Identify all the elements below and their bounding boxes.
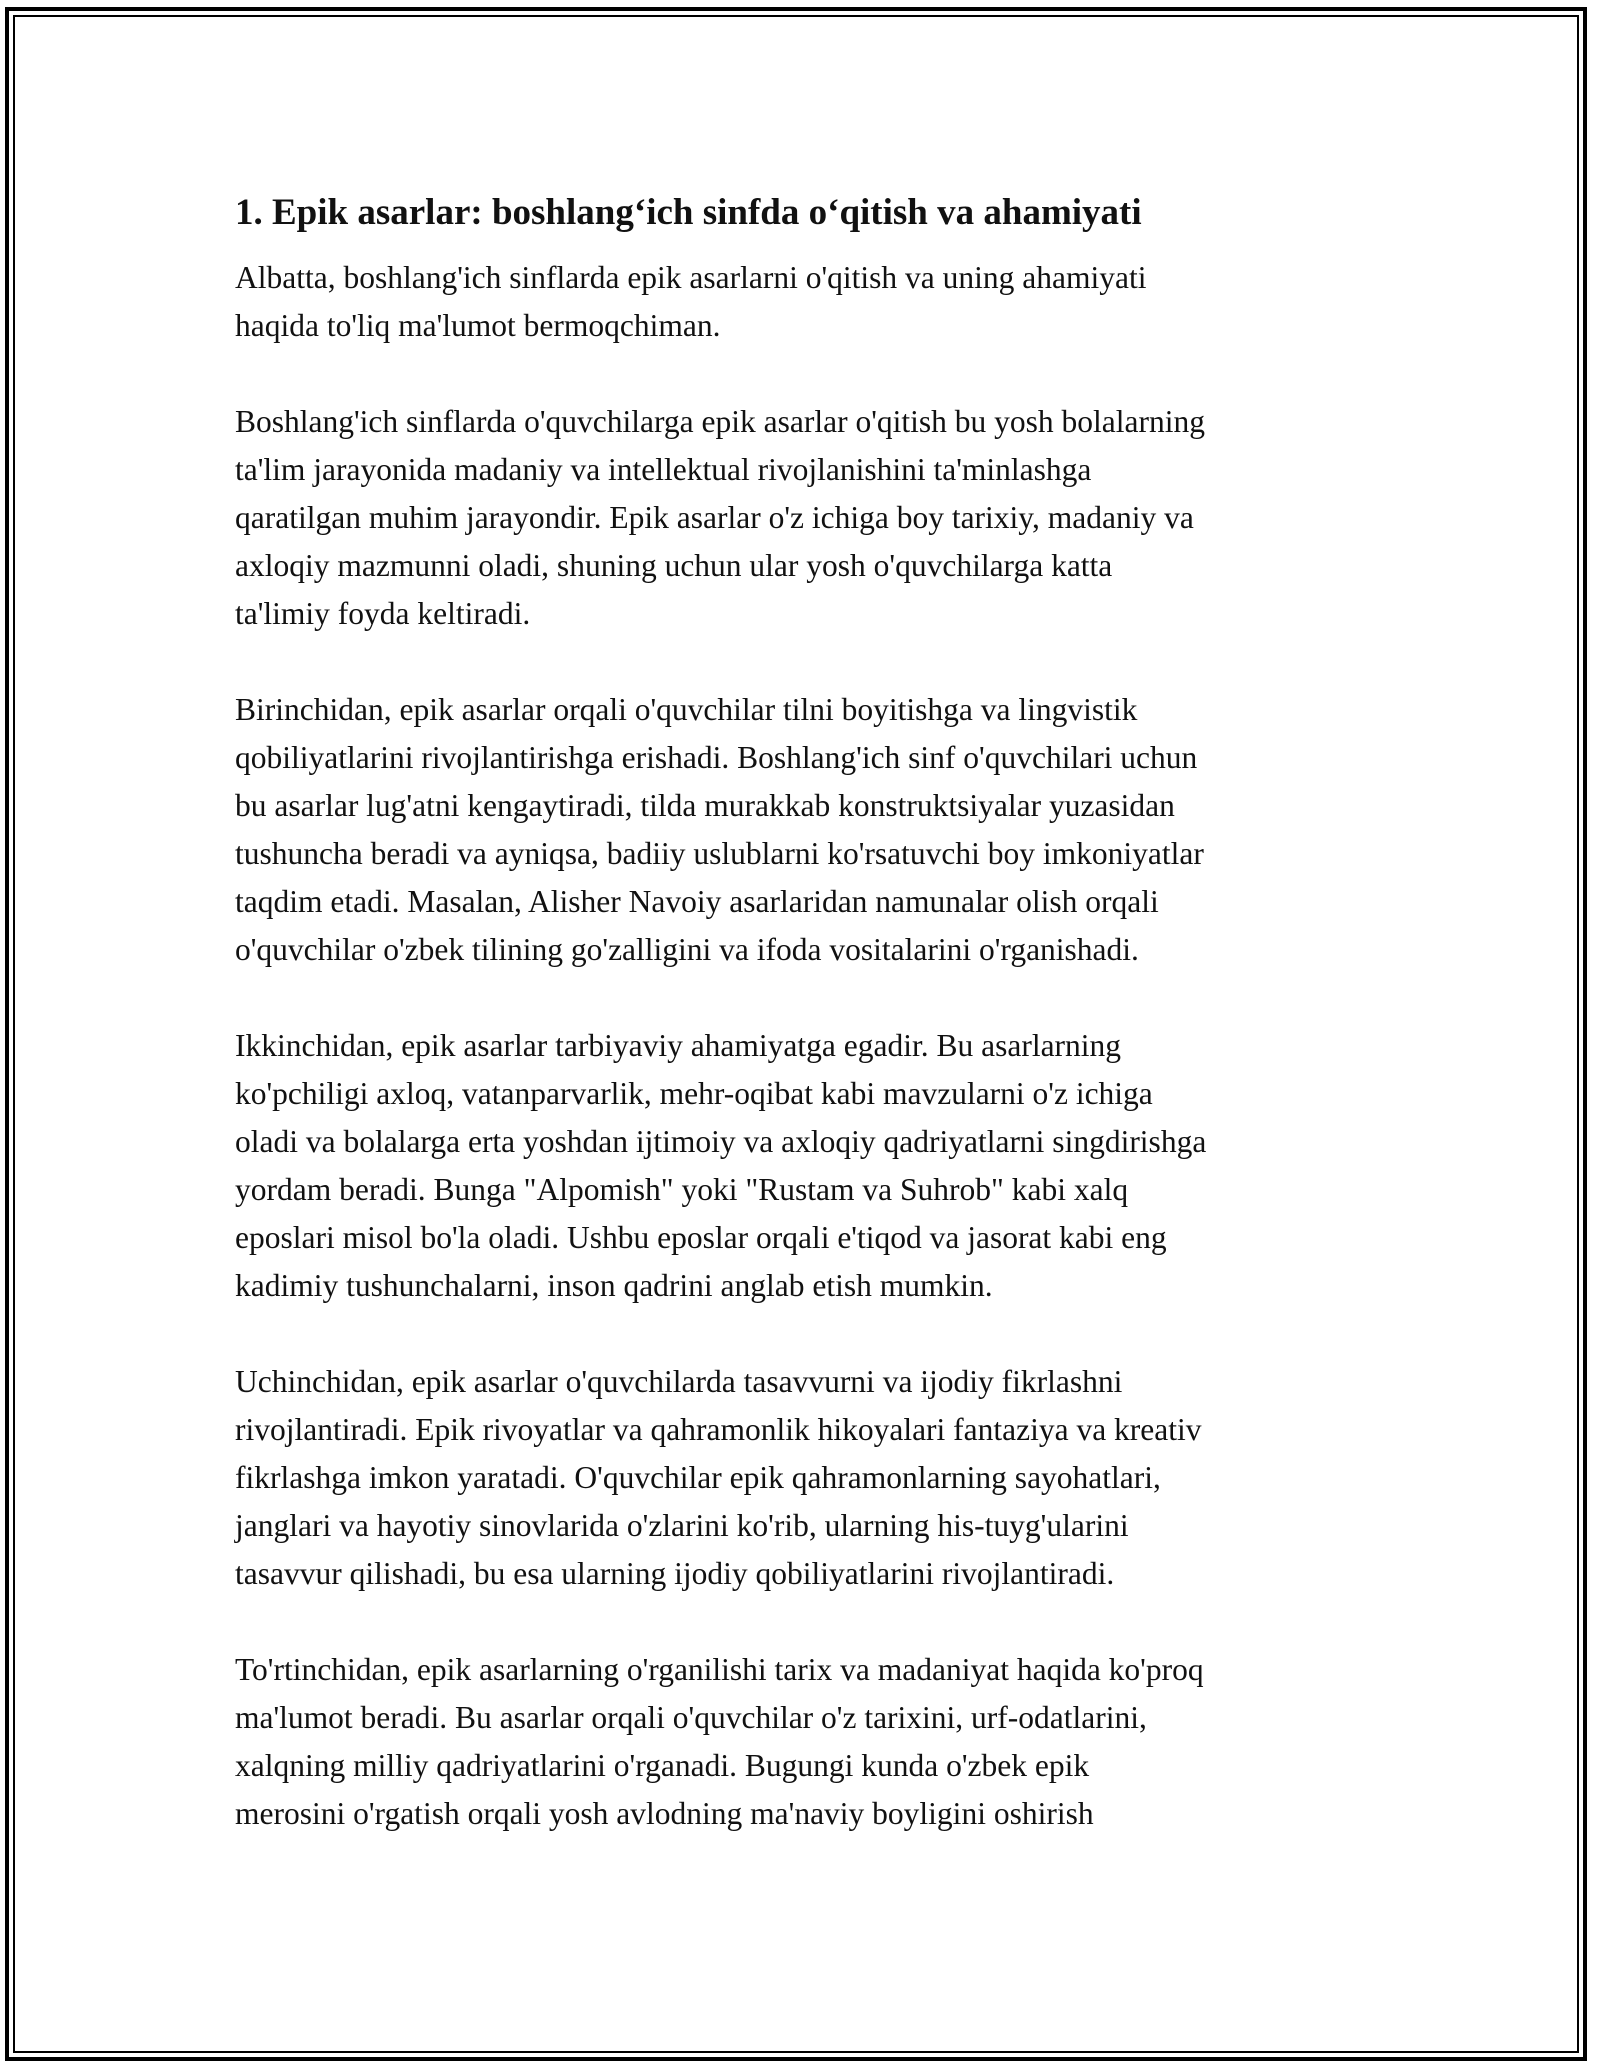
text-line: qaratilgan muhim jarayondir. Epik asarlar o'z ichiga boy tarixiy, madaniy va (235, 500, 1194, 535)
paragraph-overview (235, 398, 1380, 638)
text-line: xalqning milliy qadriyatlarini o'rganadi. Bugungi kunda o'zbek epik (235, 1748, 1090, 1783)
text-line: qobiliyatlarini rivojlantirishga erishadi. Boshlang'ich sinf o'quvchilari uchun (235, 740, 1198, 775)
text-line: Birinchidan, epik asarlar orqali o'quvchilar tilni boyitishga va lingvistik (235, 692, 1138, 727)
text-line: bu asarlar lug'atni kengaytiradi, tilda murakkab konstruktsiyalar yuzasidan (235, 788, 1175, 823)
text-line: ma'lumot beradi. Bu asarlar orqali o'quvchilar o'z tarixini, urf-odatlarini, (235, 1700, 1147, 1735)
text-line: janglari va hayotiy sinovlarida o'zlarini ko'rib, ularning his-tuyg'ularini (235, 1508, 1129, 1543)
text-line: kadimiy tushunchalarni, inson qadrini anglab etish mumkin. (235, 1268, 993, 1303)
section-heading: 1. Epik asarlar: boshlang‘ich sinfda o‘qitish va ahamiyati (235, 192, 1142, 233)
text-line: fikrlashga imkon yaratadi. O'quvchilar epik qahramonlarning sayohatlari, (235, 1460, 1161, 1495)
text-line: tasavvur qilishadi, bu esa ularning ijodiy qobiliyatlarini rivojlantiradi. (235, 1556, 1115, 1591)
text-line: o'quvchilar o'zbek tilining go'zalligini va ifoda vositalarini o'rganishadi. (235, 932, 1139, 967)
text-line: eposlari misol bo'la oladi. Ushbu eposlar orqali e'tiqod va jasorat kabi eng (235, 1220, 1167, 1255)
text-line: Uchinchidan, epik asarlar o'quvchilarda tasavvurni va ijodiy fikrlashni (235, 1364, 1123, 1399)
paragraph-third (235, 1358, 1380, 1598)
text-line: taqdim etadi. Masalan, Alisher Navoiy asarlaridan namunalar olish orqali (235, 884, 1159, 919)
text-line: ta'lim jarayonida madaniy va intellektual rivojlanishini ta'minlashga (235, 452, 1092, 487)
text-line: axloqiy mazmunni oladi, shuning uchun ular yosh o'quvchilarga katta (235, 548, 1113, 583)
text-line: merosini o'rgatish orqali yosh avlodning ma'naviy boyligini oshirish (235, 1796, 1094, 1831)
text-line: ta'limiy foyda keltiradi. (235, 596, 531, 631)
text-line: rivojlantiradi. Epik rivoyatlar va qahramonlik hikoyalari fantaziya va kreativ (235, 1412, 1202, 1447)
paragraph-fourth (235, 1646, 1380, 1838)
text-line: Ikkinchidan, epik asarlar tarbiyaviy ahamiyatga egadir. Bu asarlarning (235, 1028, 1122, 1063)
text-line: haqida to'liq ma'lumot bermoqchiman. (235, 308, 721, 343)
text-line: oladi va bolalarga erta yoshdan ijtimoiy va axloqiy qadriyatlarni singdirishga (235, 1124, 1207, 1159)
paragraph-second (235, 1022, 1380, 1310)
text-line: To'rtinchidan, epik asarlarning o'rganilishi tarix va madaniyat haqida ko'proq (235, 1652, 1204, 1687)
text-line: tushuncha beradi va ayniqsa, badiiy uslublarni ko'rsatuvchi boy imkoniyatlar (235, 836, 1204, 871)
paragraph-first (235, 686, 1380, 974)
text-line: ko'pchiligi axloq, vatanparvarlik, mehr-oqibat kabi mavzularni o'z ichiga (235, 1076, 1153, 1111)
document-body (235, 186, 1380, 1838)
paragraph-intro (235, 254, 1380, 350)
text-line: yordam beradi. Bunga "Alpomish" yoki "Rustam va Suhrob" kabi xalq (235, 1172, 1129, 1207)
text-line: Albatta, boshlang'ich sinflarda epik asarlarni o'qitish va uning ahamiyati (235, 260, 1147, 295)
text-line: Boshlang'ich sinflarda o'quvchilarga epik asarlar o'qitish bu yosh bolalarning (235, 404, 1205, 439)
